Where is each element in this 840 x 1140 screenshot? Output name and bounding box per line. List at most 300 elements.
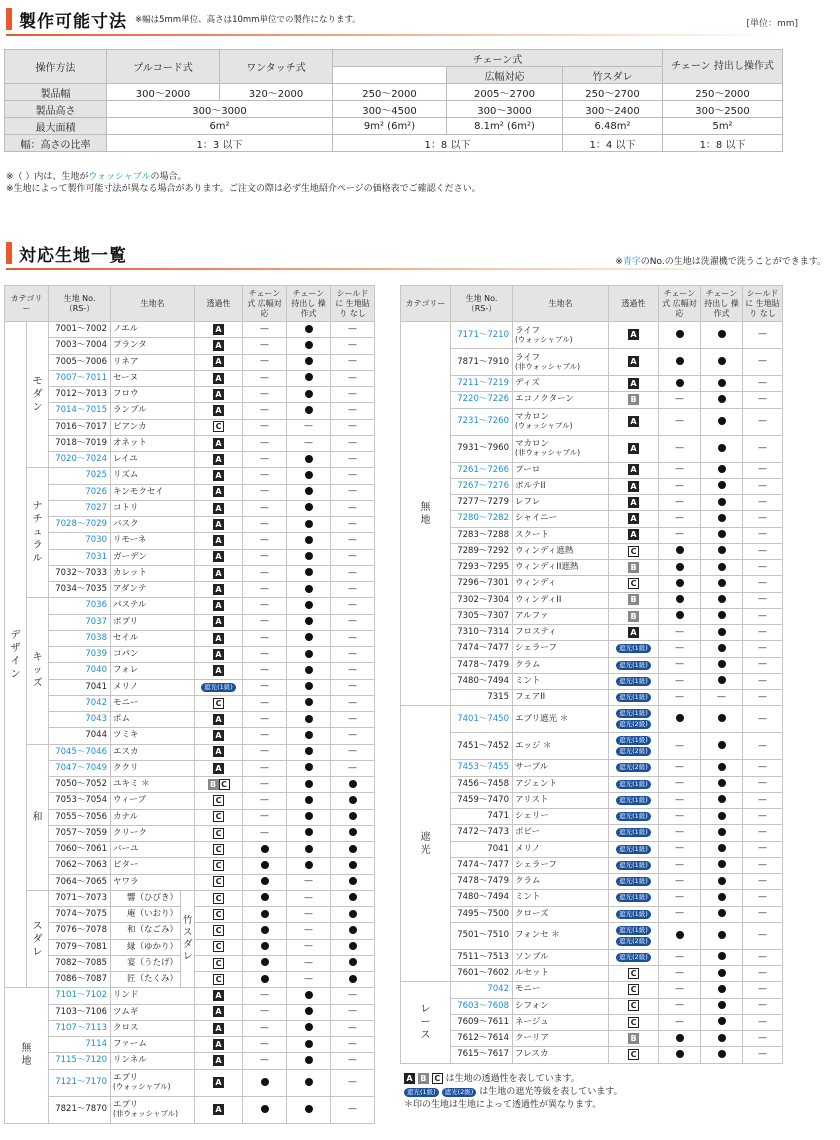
available-dot [305,812,313,820]
fabric-name: リンネル [111,1053,195,1069]
available-dot [305,585,313,593]
transmission-cell [609,841,659,857]
seal-cell: — [331,1004,375,1020]
fabric-no: 7296～7301 [451,576,513,592]
fabric-no: 7071～7073 [49,890,111,906]
transmission-b-icon: B [628,611,639,622]
wide-cell: — [659,857,701,873]
category-sub: ス ダ レ [27,890,49,988]
table-row [401,1014,783,1030]
transmission-c-icon: C [213,909,224,920]
out-cell [287,500,331,516]
transmission-c-icon: C [213,860,224,871]
available-dot [305,861,313,869]
table-row [5,777,375,793]
transmission-cell [609,392,659,408]
seal-cell: — [743,462,783,478]
blackout-badge: 遮光(1級) [616,693,651,702]
out-cell [287,614,331,630]
transmission-a-icon: A [213,551,224,562]
table-row [401,949,783,965]
fabric-no: 7305～7307 [451,608,513,624]
seal-cell [331,923,375,939]
fabric-name: ポルテII [513,478,609,494]
transmission-cell [195,630,243,646]
table-row [5,582,375,598]
table-row [5,825,375,841]
fabric-no: 7037 [49,614,111,630]
transmission-cell [609,641,659,657]
out-cell [701,527,743,543]
out-cell [287,1096,331,1123]
out-cell: — [287,923,331,939]
transmission-c-icon: C [628,1049,639,1060]
fabric-name: ツミキ [111,728,195,744]
table-row [401,809,783,825]
available-dot [349,845,357,853]
fabric-no: 7474～7477 [451,857,513,873]
available-dot [305,633,313,641]
transmission-cell [195,338,243,354]
seal-cell: — [331,614,375,630]
fabric-name: ヤワラ [111,874,195,890]
fabric-name: プーロ [513,462,609,478]
seal-cell [331,842,375,858]
fabric-name: ウィーブ [111,793,195,809]
transmission-cell [195,744,243,760]
fabric-no: 7062～7063 [49,858,111,874]
seal-cell: — [331,565,375,581]
fabric-name: ユキミ ＊ [111,777,195,793]
out-cell [287,663,331,679]
out-cell [701,949,743,965]
wide-cell: — [659,982,701,998]
out-cell [287,809,331,825]
wide-cell: — [659,462,701,478]
transmission-cell [195,679,243,695]
fabric-no: 7277～7279 [451,495,513,511]
fabric-name: リネア [111,354,195,370]
out-cell [287,403,331,419]
seal-cell: — [743,349,783,376]
seal-cell: — [331,338,375,354]
table-row [401,608,783,624]
available-dot [718,812,726,820]
table-row [5,1020,375,1036]
wide-cell [243,907,287,923]
available-dot [305,455,313,463]
wide-cell [243,858,287,874]
fabric-no: 7101～7102 [49,988,111,1004]
out-cell [701,1047,743,1063]
seal-cell: — [331,630,375,646]
fabric-no: 7041 [49,679,111,695]
out-cell [701,966,743,982]
seal-cell: — [331,387,375,403]
transmission-cell [609,982,659,998]
fabric-name: シャイニー [513,511,609,527]
seal-cell: — [331,760,375,776]
available-dot [718,969,726,977]
fabric-no: 7220～7226 [451,392,513,408]
out-cell [701,408,743,435]
fabric-name: ノエル [111,322,195,338]
spec-header-sudare: 竹スダレ [563,67,663,84]
out-cell [701,1031,743,1047]
fabric-no: 7472～7473 [451,825,513,841]
fabric-name: アリスト [513,792,609,808]
table-row [5,468,375,484]
table-row [5,858,375,874]
available-dot [305,487,313,495]
wide-cell: — [243,728,287,744]
out-cell [287,582,331,598]
fabric-name: エコノクターン [513,392,609,408]
transmission-cell [195,712,243,728]
wide-cell: — [243,695,287,711]
table-row [401,874,783,890]
wide-cell [659,608,701,624]
fabric-no: 7057～7059 [49,825,111,841]
wide-cell [243,874,287,890]
fabric-name: クローズ [513,906,609,922]
transmission-cell [609,478,659,494]
wide-cell: — [659,841,701,857]
table-row [5,533,375,549]
wide-cell: — [659,511,701,527]
wide-cell: — [659,657,701,673]
out-cell [701,706,743,733]
transmission-cell [195,939,243,955]
fabric-name: エブリ遮光 ＊ [513,706,609,733]
available-dot [718,741,726,749]
transmission-c-icon: C [213,698,224,709]
seal-cell: — [743,495,783,511]
out-cell [287,1004,331,1020]
seal-cell: — [331,598,375,614]
out-cell [701,841,743,857]
wide-cell [659,349,701,376]
fabric-no: 7028～7029 [49,517,111,533]
blackout-badge: 遮光(2級) [616,937,651,946]
seal-cell: — [743,392,783,408]
fabric-no: 7026 [49,484,111,500]
blackout-badge: 遮光(1級) [616,796,651,805]
fabric-name: バスク [111,517,195,533]
fabric-name: ポプリ [111,614,195,630]
transmission-cell [609,949,659,965]
transmission-a-icon: A [213,519,224,530]
out-cell [701,560,743,576]
transmission-cell [195,955,243,971]
transmission-a-icon: A [628,378,639,389]
transmission-a-icon: A [628,513,639,524]
wide-cell [659,706,701,733]
out-cell [287,858,331,874]
table-row [401,435,783,462]
available-dot [305,650,313,658]
table-row [401,543,783,559]
wide-cell: — [659,998,701,1014]
available-dot [676,546,684,554]
fabric-name: シフォン [513,998,609,1014]
fabric-no: 7871～7910 [451,349,513,376]
fabric-title: 対応生地一覧 [19,245,127,266]
out-cell [701,733,743,760]
fabric-name: カレット [111,565,195,581]
available-dot [718,660,726,668]
fabric-no: 7047～7049 [49,760,111,776]
blackout-badge: 遮光(1級) [616,644,651,653]
table-row [5,630,375,646]
available-dot [349,910,357,918]
seal-cell: — [331,663,375,679]
wide-cell: — [243,825,287,841]
available-dot [718,579,726,587]
seal-cell: — [331,517,375,533]
wide-cell [243,1069,287,1096]
table-row [401,462,783,478]
seal-cell: — [743,511,783,527]
transmission-cell [195,972,243,988]
header-out: チェーン 持出し 操作式 [701,286,743,322]
available-dot [718,628,726,636]
out-cell [701,792,743,808]
fabric-no: 7041 [451,841,513,857]
wide-cell [659,322,701,349]
out-cell: — [287,890,331,906]
wide-cell: — [243,614,287,630]
spec-table [4,49,783,152]
table-row [5,647,375,663]
fabric-name: 宴（うたげ） [111,955,181,971]
transmission-a-icon: A [213,730,224,741]
transmission-cell [195,647,243,663]
fabric-no: 7030 [49,533,111,549]
spec-row-ratio: 幅：高さの比率 1：3 以下 1：8 以下 1：4 以下 1：8 以下 [5,135,783,152]
out-cell [701,349,743,376]
transmission-a-icon: A [213,714,224,725]
wide-cell [659,1031,701,1047]
table-row [401,857,783,873]
spec-row-height: 製品高さ 300～3000 300～4500 300～3000 300～2400 300～2500 [5,101,783,118]
seal-cell: — [331,647,375,663]
transmission-cell [609,1031,659,1047]
seal-cell: — [743,408,783,435]
transmission-a-icon: A [213,470,224,481]
fabric-no: 7050～7052 [49,777,111,793]
transmission-cell [195,842,243,858]
header-category: カテゴリー [401,286,451,322]
fabric-name: サーブル [513,760,609,776]
wide-cell: — [243,565,287,581]
table-row [5,1037,375,1053]
fabric-no: 7027 [49,500,111,516]
available-dot [305,341,313,349]
available-dot [305,520,313,528]
available-dot [676,1050,684,1058]
transmission-cell [609,760,659,776]
available-dot [349,812,357,820]
out-cell [701,376,743,392]
category-take-sudare: 竹 ス ダ レ [181,890,195,988]
transmission-cell [195,858,243,874]
seal-cell: — [331,370,375,386]
transmission-cell [195,582,243,598]
fabric-no: 7012～7013 [49,387,111,403]
fabric-name: ルセット [513,966,609,982]
fabric-no: 7039 [49,647,111,663]
wide-cell: — [659,527,701,543]
fabric-no: 7480～7494 [451,673,513,689]
transmission-cell [195,1053,243,1069]
fabric-no: 7456～7458 [451,776,513,792]
available-dot [718,952,726,960]
fabric-name: ククリ [111,760,195,776]
transmission-a-icon: A [213,633,224,644]
category-sub: 和 [27,744,49,890]
wide-cell: — [659,966,701,982]
seal-cell: — [743,857,783,873]
fabric-no: 7459～7470 [451,792,513,808]
transmission-cell [609,673,659,689]
wide-cell [243,1096,287,1123]
transmission-cell [609,511,659,527]
transmission-c-icon: C [213,876,224,887]
header-wide: チェーン式 広幅対応 [243,286,287,322]
transmission-cell [609,776,659,792]
table-row [5,1069,375,1096]
fabric-no: 7055～7056 [49,809,111,825]
fabric-name: ソンブル [513,949,609,965]
wide-cell: — [659,890,701,906]
table-row [5,842,375,858]
out-cell [287,533,331,549]
blackout-badge: 遮光(2級) [616,763,651,772]
available-dot [349,780,357,788]
transmission-a-icon: A [628,443,639,454]
transmission-cell [609,322,659,349]
available-dot [261,910,269,918]
table-row [5,549,375,565]
fabric-no: 7478～7479 [451,874,513,890]
fabric-name: ピアンカ [111,419,195,435]
transmission-a-icon: A [213,1006,224,1017]
available-dot [305,552,313,560]
seal-cell [331,939,375,955]
fabric-no: 7044 [49,728,111,744]
available-dot [261,861,269,869]
available-dot [305,682,313,690]
transmission-cell [195,874,243,890]
fabric-name: アジェント [513,776,609,792]
fabric-no: 7453～7455 [451,760,513,776]
seal-cell: — [331,468,375,484]
fabric-no: 7471 [451,809,513,825]
table-row [401,733,783,760]
fabric-name: スクート [513,527,609,543]
transmission-cell [609,809,659,825]
available-dot [349,958,357,966]
header-trans: 透過性 [609,286,659,322]
transmission-cell [609,495,659,511]
out-cell [287,793,331,809]
available-dot [305,763,313,771]
title-accent-bar [6,8,12,30]
table-row [401,349,783,376]
wide-cell [243,923,287,939]
out-cell [701,322,743,349]
available-dot [349,861,357,869]
seal-cell [331,972,375,988]
spec-header-op: 操作方法 [5,50,107,84]
out-cell [287,549,331,565]
seal-cell: — [331,452,375,468]
out-cell [701,673,743,689]
transmission-b-icon: B [628,562,639,573]
available-dot [305,731,313,739]
table-row [401,1047,783,1063]
transmission-a-icon: A [213,340,224,351]
fabric-no: 7451～7452 [451,733,513,760]
transmission-cell [609,792,659,808]
available-dot [676,330,684,338]
transmission-cell [195,777,243,793]
spec-notes: ※（ ）内は、生地がウォッシャブルの場合。 ※生地によって製作可能寸法が異なる場合があります。ご注文の際は必ず生地紹介ページの価格表でご確認ください。 [6,172,481,194]
transmission-cell [609,349,659,376]
available-dot [718,546,726,554]
fabric-no: 7511～7513 [451,949,513,965]
transmission-cell [195,419,243,435]
out-cell [287,712,331,728]
transmission-a-icon: A [213,568,224,579]
wide-cell: — [243,630,287,646]
out-cell [287,322,331,338]
wide-cell: — [243,744,287,760]
transmission-cell [195,809,243,825]
fabric-table-right [400,285,783,1064]
transmission-a-icon: A [213,1077,224,1088]
out-cell [701,906,743,922]
out-cell [701,776,743,792]
available-dot [718,909,726,917]
available-dot [676,1034,684,1042]
wide-cell: — [659,792,701,808]
wide-cell [659,543,701,559]
fabric-no: 7615～7617 [451,1047,513,1063]
transmission-cell [195,614,243,630]
out-cell: — [701,690,743,706]
out-cell [701,625,743,641]
fabric-name: コトリ [111,500,195,516]
fabric-no: 7474～7477 [451,641,513,657]
available-dot [305,698,313,706]
available-dot [305,568,313,576]
transmission-cell [195,435,243,451]
wide-cell: — [243,354,287,370]
transmission-c-icon: C [219,779,230,790]
available-dot [305,1040,313,1048]
available-dot [718,395,726,403]
transmission-a-icon: A [213,535,224,546]
wide-cell: — [243,1020,287,1036]
transmission-a-icon: A [628,627,639,638]
available-dot [676,714,684,722]
transmission-cell [195,387,243,403]
wide-cell [659,376,701,392]
available-dot [676,931,684,939]
available-dot [718,828,726,836]
